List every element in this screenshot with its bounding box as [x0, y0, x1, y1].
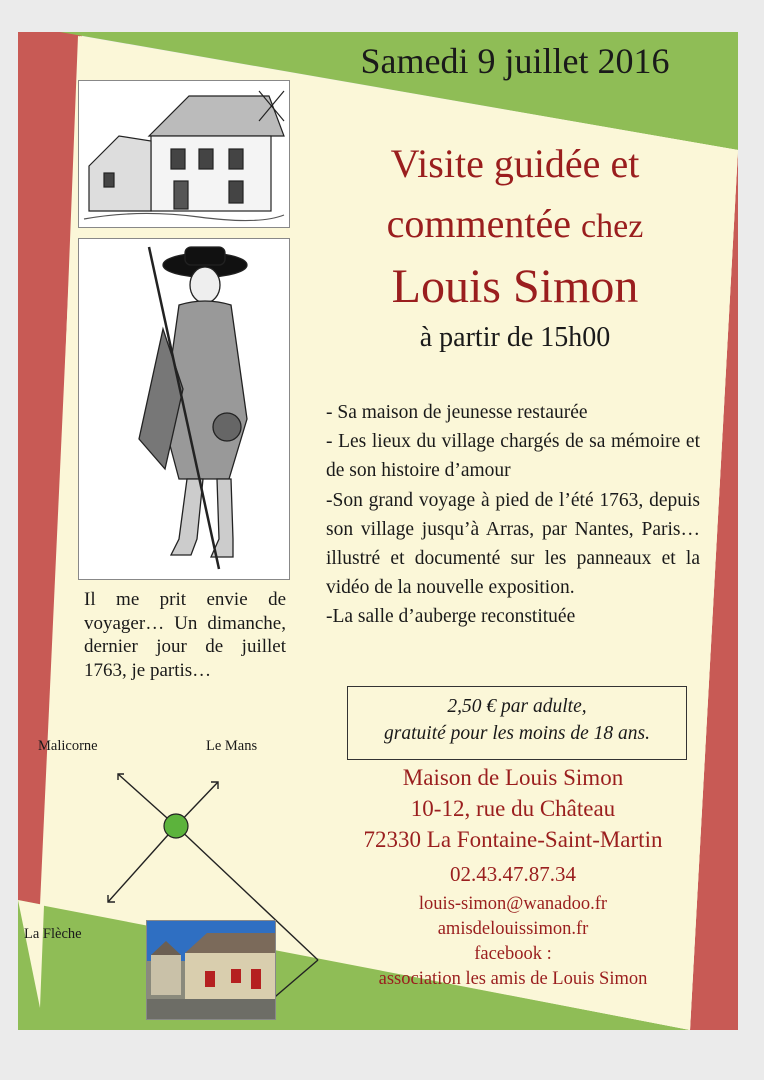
map-label-le-mans: Le Mans — [206, 738, 258, 754]
program-list — [326, 398, 700, 632]
list-item: - Sa maison de jeunesse restaurée — [326, 402, 588, 423]
title-line-2: commentée chez — [386, 201, 644, 246]
price-adult: 2,50 € par adulte, — [447, 696, 587, 717]
email-link[interactable]: louis-simon@wanadoo.fr — [418, 894, 608, 914]
phone-number: 02.43.47.87.34 — [450, 862, 576, 886]
list-item: - Les lieux du village chargés de sa mémoire et de son histoire d’amour — [326, 431, 700, 482]
website-link[interactable]: amisdelouissimon.fr — [437, 919, 589, 939]
venue-name: Maison de Louis Simon — [402, 765, 624, 790]
contact-block — [328, 892, 698, 992]
village-photo — [146, 920, 276, 1020]
facebook-label: facebook : — [474, 944, 552, 964]
facebook-link[interactable]: association les amis de Louis Simon — [378, 969, 648, 989]
price-box — [347, 686, 687, 760]
city: 72330 La Fontaine-Saint-Martin — [363, 827, 663, 852]
quote-text: Il me prit envie de voyager… Un dimanche, dernier jour de juillet 1763, je partis… — [84, 589, 286, 681]
map-label-la-fleche: La Flèche — [24, 926, 82, 942]
title-line-1: Visite guidée et — [390, 141, 640, 186]
traveller-sketch-image — [78, 238, 290, 580]
village-marker — [164, 814, 188, 838]
map-label-malicorne: Malicorne — [38, 738, 98, 754]
price-free: gratuité pour les moins de 18 ans. — [384, 723, 650, 744]
list-item: -La salle d’auberge reconstituée — [326, 606, 576, 628]
list-item: -Son grand voyage à pied de l’été 1763, depuis son village jusqu’à Arras, par Nantes, Paris… illustré et documenté sur les panneaux et la vidéo de la nouvelle exposition. — [326, 489, 700, 599]
house-sketch-image — [78, 80, 290, 228]
title-louis-simon: Louis Simon — [391, 260, 639, 313]
street: 10-12, rue du Château — [410, 796, 616, 821]
event-date: Samedi 9 juillet 2016 — [360, 41, 670, 81]
address-block — [328, 762, 698, 855]
start-time: à partir de 15h00 — [419, 322, 611, 353]
